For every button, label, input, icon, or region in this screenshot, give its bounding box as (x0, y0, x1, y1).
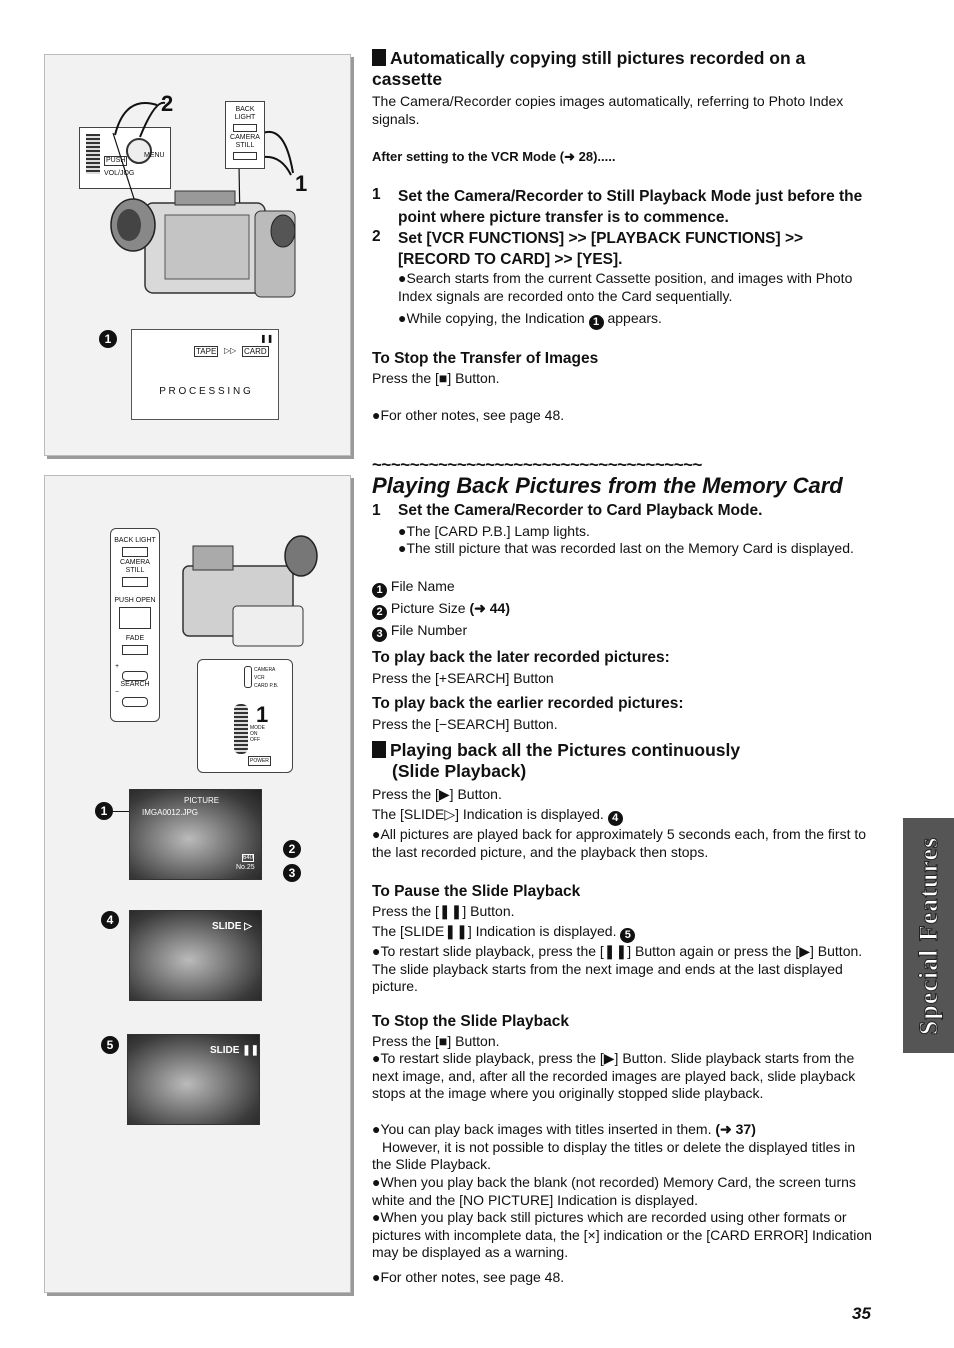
search-plus-button-icon (122, 671, 148, 681)
indication-4-circle: 4 (608, 811, 623, 826)
lcd-arrows: ▷▷ (224, 346, 237, 355)
slide-bullet: ●All pictures are played back for approximately 5 seconds each, from the first to the last recorded picture, and the playback then stops. (372, 826, 867, 860)
off-label: OFF (250, 737, 260, 743)
playback-step1-text: Set the Camera/Recorder to Card Playback Mode. (398, 502, 763, 519)
back-light-label-2: BACK LIGHT (114, 537, 156, 544)
section2-other-notes: ●For other notes, see page 48. (372, 1269, 565, 1285)
slide-play-indication: SLIDE ▷ (212, 921, 252, 932)
tilde-rule: ~~~~~~~~~~~~~~~~~~~~~~~~~~~~~~~~~~~ (372, 456, 702, 474)
section1-bullet-2: ●While copying, the Indication 1 appears. (398, 310, 662, 328)
stop-transfer-text: Press the [■] Button. (372, 370, 500, 386)
step2-number: 2 (372, 228, 381, 245)
callout-1-b: 1 (256, 702, 269, 727)
lcd-processing-text: P R O C E S S I N G (159, 386, 251, 397)
stop-slide-bullet: ●To restart slide playback, press the [▶] Button. Slide playback starts from the next image, and, after all the recorded images are played back, slide playback stops at the image where you originally stopped slide playback. (372, 1050, 856, 1101)
marker-circle-photo-5: 5 (101, 1036, 119, 1054)
heading-square-icon-2 (372, 741, 386, 758)
push-open-label: PUSH OPEN (114, 597, 156, 604)
pause-heading: To Pause the Slide Playback (372, 883, 581, 900)
section-side-tab: Special Features (903, 818, 954, 1053)
marker-circle-photo-2: 2 (283, 840, 301, 858)
later-heading: To play back the later recorded pictures: (372, 649, 670, 666)
slide-pause-indication: SLIDE ❚❚ (210, 1045, 259, 1056)
stop-slide-heading: To Stop the Slide Playback (372, 1013, 569, 1030)
on-label: ON (250, 731, 258, 737)
section1-heading: Automatically copying still pictures recorded on a cassette (372, 48, 806, 89)
callout-1: 1 (295, 171, 308, 196)
pause-indication: The [SLIDE❚❚] Indication is displayed. 5 (372, 923, 878, 943)
camera-mode-label: CAMERA (254, 667, 276, 673)
camera-still-label-2: CAMERA STILL (120, 559, 150, 574)
camera-still-button-icon (233, 152, 257, 160)
illustration-panel-copy (44, 54, 351, 456)
item-file-number: 3 File Number (372, 622, 878, 642)
playback-bullet-1: ●The [CARD P.B.] Lamp lights. (398, 523, 590, 539)
slide-indication: The [SLIDE▷] Indication is displayed. 4 (372, 806, 878, 826)
pause-bullet: ●To restart slide playback, press the [❚❚] Button again or press the [▶] Button. The slide playback starts from the next image and ends at the last displayed picture. (372, 943, 863, 994)
heading-square-icon (372, 49, 386, 66)
playback-bullet-2: ●The still picture that was recorded last on the Memory Card is displayed. (398, 540, 854, 556)
note-blank-card: ●When you play back the blank (not recorded) Memory Card, the screen turns white and the [NO PICTURE] Indication is displayed. (372, 1174, 856, 1208)
lcd-pause-indicator: ❚❚ (260, 334, 274, 343)
side-button-panel (110, 528, 160, 722)
pause-press: Press the [❚❚] Button. (372, 903, 515, 919)
mode-label: MODE (250, 725, 265, 731)
card-pb-mode-label: CARD P.B. (254, 683, 279, 689)
earlier-text: Press the [−SEARCH] Button. (372, 716, 558, 732)
lcd-tape-label: TAPE (196, 347, 217, 356)
lion-photo-4 (129, 910, 262, 1001)
marker-circle-photo-3: 3 (283, 864, 301, 882)
camera-still-button-icon-2 (122, 577, 148, 587)
mode-switch-panel (197, 659, 293, 773)
marker-circle-1: 1 (99, 330, 117, 348)
fade-button-icon (122, 645, 148, 655)
photo-number: No.25 (236, 864, 255, 871)
note-titles: ●You can play back images with titles inserted in them. (➜ 37) However, it is not possible to display the titles or delete the displayed titles in the Slide Playback. (372, 1121, 856, 1172)
stop-transfer-heading: To Stop the Transfer of Images (372, 350, 599, 367)
stop-slide-press: Press the [■] Button. (372, 1033, 500, 1049)
indication-1-circle: 1 (589, 315, 604, 330)
illustration-panel-playback (44, 475, 351, 1293)
menu-label: MENU (144, 152, 165, 159)
step1-text: Set the Camera/Recorder to Still Playback Mode just before the point where picture transfer is to commence. (398, 188, 863, 226)
push-label: PUSH (106, 157, 126, 164)
section1-precondition: After setting to the VCR Mode (➜ 28)..... (372, 149, 616, 164)
push-open-lever-icon (119, 607, 151, 629)
camcorder-illustration-2 (173, 526, 323, 656)
photo-size-badge: 640 (243, 855, 254, 861)
later-text: Press the [+SEARCH] Button (372, 670, 554, 686)
search-minus-label: − (115, 689, 120, 696)
section1-bullet-1: ●Search starts from the current Cassette position, and images with Photo Index signals are recorded onto the Card sequentially. (398, 270, 853, 304)
photo-picture-label: PICTURE (184, 796, 220, 805)
vcr-mode-label: VCR (254, 675, 265, 681)
playback-step1-number: 1 (372, 502, 381, 519)
search-plus-label: + (115, 663, 120, 670)
search-minus-button-icon (122, 697, 148, 707)
item-file-name: 1 File Name (372, 578, 878, 598)
slide-heading: Playing back all the Pictures continuously (Slide Playback) (372, 740, 878, 782)
marker-circle-photo-1: 1 (95, 802, 113, 820)
lion-photo-1 (129, 789, 262, 880)
camera-still-label: CAMERA STILL (230, 134, 260, 149)
indication-5-circle: 5 (620, 928, 635, 943)
playback-title: Playing Back Pictures from the Memory Card (372, 473, 843, 498)
step2-text: Set [VCR FUNCTIONS] >> [PLAYBACK FUNCTIONS] >> [RECORD TO CARD] >> [YES]. (398, 230, 804, 268)
mode-lamp-icons (244, 666, 252, 688)
back-light-button-icon-2 (122, 547, 148, 557)
lion-photo-5 (127, 1034, 260, 1125)
item-picture-size: 2 Picture Size (➜ 44) (372, 600, 878, 620)
mode-dial-icon (234, 704, 248, 754)
note-card-error: ●When you play back still pictures which are recorded using other formats or pictures with incomplete data, the [×] indication or the [CARD ERROR] Indication may be displayed as a warning. (372, 1209, 872, 1260)
vol-jog-label: VOL/JOG (104, 170, 135, 177)
marker-circle-photo-4: 4 (101, 911, 119, 929)
earlier-heading: To play back the earlier recorded pictures: (372, 695, 684, 712)
page-number: 35 (852, 1304, 871, 1323)
section1-other-notes: ●For other notes, see page 48. (372, 407, 565, 423)
camcorder-illustration (105, 175, 305, 315)
slide-press: Press the [▶] Button. (372, 786, 502, 802)
section1-intro: The Camera/Recorder copies images automatically, referring to Photo Index signals. (372, 93, 844, 127)
callout-2: 2 (161, 91, 174, 116)
photo-filename: IMGA0012.JPG (142, 808, 199, 817)
backlight-button-panel (225, 101, 265, 169)
power-label: POWER (250, 758, 269, 764)
fade-label: FADE (125, 635, 145, 642)
back-light-button-icon (233, 124, 257, 132)
lcd-processing-screen (131, 329, 279, 420)
search-label: SEARCH (120, 681, 150, 688)
step1-number: 1 (372, 186, 381, 203)
back-light-label: BACK LIGHT (234, 106, 256, 121)
lcd-card-label: CARD (244, 347, 267, 356)
